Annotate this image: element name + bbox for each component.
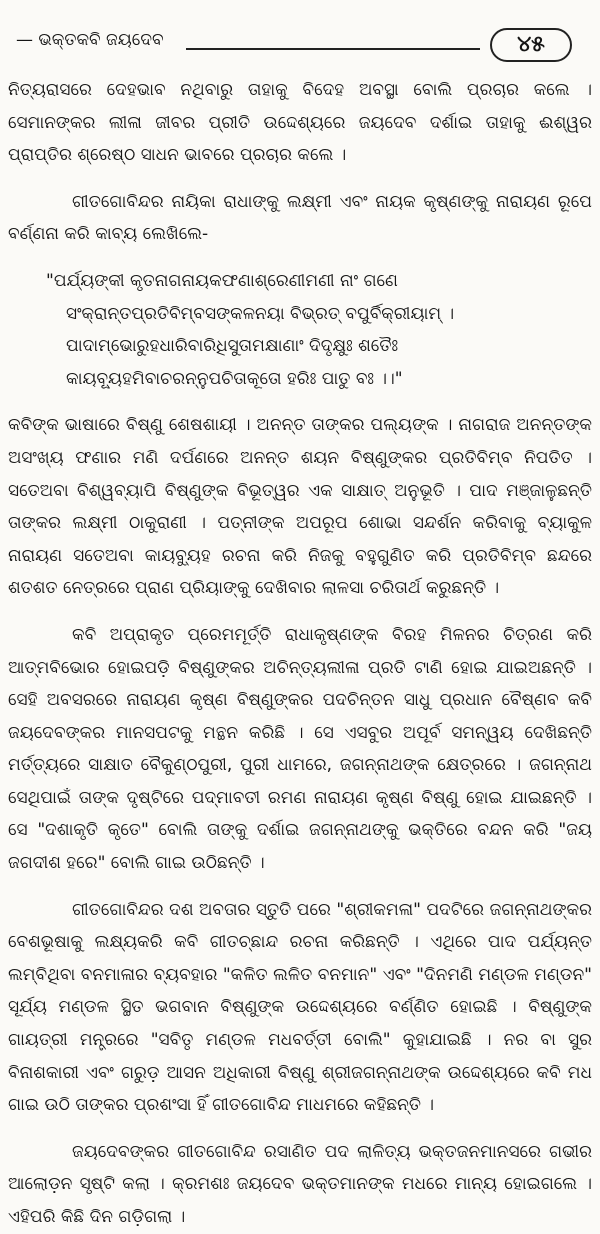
verse-line-4: କାୟବ୍ୟୂହମିବାଚରନ୍ନୁପଚିତାକୂତୋ ହରିଃ ପାତୁ ବଃ ।।" xyxy=(66,368,403,389)
page-body xyxy=(8,74,592,1234)
sanskrit-verse xyxy=(8,265,592,395)
header-rule xyxy=(186,48,480,50)
running-head: — ଭକ୍ତକବି ଜୟଦେବ xyxy=(16,30,164,50)
page-number: ୪୫ xyxy=(490,28,572,62)
paragraph-2: ଗୀତଗୋବିନ୍ଦର ନାୟିକା ରାଧାଙ୍କୁ ଲକ୍ଷ୍ମୀ ଏବଂ ନାୟକ କୃଷ୍ଣଙ୍କୁ ନାରାୟଣ ରୂପେ ବର୍ଣ୍ଣନା କରି କାବ୍ୟ ଲେଖିଲେ- xyxy=(8,191,592,245)
paragraph-5: ଗୀତଗୋବିନ୍ଦର ଦଶ ଅବତାର ସ୍ତୁତି ପରେ "ଶ୍ରୀକମଳା" ପଦଟିରେ ଜଗନ୍ନାଥଙ୍କର ବେଶଭୂଷାକୁ ଲକ୍ଷ୍ୟକରି କବି ଗୀତଚ୍ଛାନ୍ଦ ରଚନା କରିଛନ୍ତି । ଏଥିରେ ପାଦ ପର୍ଯ୍ୟନ୍ତ ଲମ୍ବିଥିବା ବନମାଳାର ବ୍ୟବହାର "କଳିତ ଲଳିତ ବନମାନ" ଏବଂ "ଦିନମଣି ମଣ୍ଡଳ ମଣ୍ଡନ" ସୂର୍ଯ୍ୟ ମଣ୍ଡଳ ସ୍ଥିତ ଭଗବାନ ବିଷ୍ଣୁଙ୍କ ଉଦ୍ଦେଶ୍ୟରେ ବର୍ଣ୍ଣିତ ହୋଇଛି । ବିଷ୍ଣୁଙ୍କ ଗାୟତ୍ରୀ ମନ୍ତ୍ରରେ "ସବିତୃ ମଣ୍ଡଳ ମଧବର୍ତ୍ତୀ ବୋଲି" କୁହାଯାଇଛି । ନର ବା ସୁର ବିନାଶକାରୀ ଏବଂ ଗରୁଡ଼ ଆସନ ଅଧିକାରୀ ବିଷ୍ଣୁ ଶ୍ରୀଜଗନ୍ନାଥଙ୍କ ଉଦ୍ଦେଶ୍ୟରେ କବି ମଧ ଗାଇ ଉଠି ତାଙ୍କର ପ୍ରଶଂସା ହିଁ ଗୀତଗୋବିନ୍ଦ ମାଧମରେ କହିଛନ୍ତି । xyxy=(8,899,592,1116)
paragraph-4: କବି ଅପ୍ରାକୃତ ପ୍ରେମମୂର୍ତ୍ତି ରାଧାକୃଷ୍ଣଙ୍କ ବିରହ ମିଳନର ଚିତ୍ରଣ କରି ଆତ୍ମବିଭୋର ହୋଇପଡ଼ି ବିଷ୍ଣୁଙ୍କର ଅଚିନ୍ତ୍ୟଲୀଳା ପ୍ରତି ଟାଣି ହୋଇ ଯାଇଅଛନ୍ତି । ସେହି ଅବସରରେ ନାରାୟଣ କୃଷ୍ଣ ବିଷ୍ଣୁଙ୍କର ପଦଚିନ୍ତନ ସାଧୁ ପ୍ରଧାନ ବୈଷ୍ଣବ କବି ଜୟଦେବଙ୍କର ମାନସପଟକୁ ମନ୍ଥନ କରିଛି । ସେ ଏସବୁର ଅପୂର୍ବ ସମନ୍ୱୟ ଦେଖିଛନ୍ତି ମର୍ତ୍ତ୍ୟରେ ସାକ୍ଷାତ ବୈକୁଣ୍ଠପୁରୀ, ପୁରୀ ଧାମରେ, ଜଗନ୍ନାଥଙ୍କ କ୍ଷେତ୍ରରେ । ଜଗନ୍ନାଥ ସେଥିପାଇଁ ତାଙ୍କ ଦୃଷ୍ଟିରେ ପଦ୍ମାବତୀ ରମଣ ନାରାୟଣ କୃଷ୍ଣ ବିଷ୍ଣୁ ହୋଇ ଯାଇଛନ୍ତି । ସେ "ଦଶାକୃତି କୃତେ" ବୋଲି ତାଙ୍କୁ ଦର୍ଶାଇ ଜଗନ୍ନାଥଙ୍କୁ ଭକ୍ତିରେ ବନ୍ଦନ କରି "ଜୟ ଜଗଦୀଶ ହରେ" ବୋଲି ଗାଇ ଉଠିଛନ୍ତି । xyxy=(8,624,592,874)
verse-line-1: "ପର୍ଯ୍ୟଙ୍କୀ କୃତନାଗନାୟକଫଣାଶ୍ରେଣୀମଣୀ ନାଂ ଗଣେ xyxy=(46,270,398,291)
page-header xyxy=(8,0,592,74)
verse-line-2: ସଂକ୍ରାନ୍ତପ୍ରତିବିମ୍ବସଙ୍କଳନୟା ବିଭ୍ରତ୍ ବପୁର୍ବିକ୍ରୀୟାମ୍ । xyxy=(66,303,455,324)
paragraph-6: ଜୟଦେବଙ୍କର ଗୀତଗୋବିନ୍ଦ ରସାଣିତ ପଦ ଲାଳିତ୍ୟ ଭକ୍ତଜନମାନସରେ ଗଭୀର ଆଲୋଡ଼ନ ସୃଷ୍ଟି କଲା । କ୍ରମଶଃ ଜୟଦେବ ଭକ୍ତମାନଙ୍କ ମଧରେ ମାନ୍ୟ ହୋଇଗଲେ । ଏହିପରି କିଛି ଦିନ ଗଡ଼ିଗଲା । xyxy=(8,1141,592,1227)
verse-line-3: ପାଦାମ୍ଭୋରୁହଧାରିବାରିଧିସୁତାମକ୍ଷାଣାଂ ଦିଦୃକ୍ଷୁଃ ଶତୈଃ xyxy=(66,336,399,357)
paragraph-3: କବିଙ୍କ ଭାଷାରେ ବିଷ୍ଣୁ ଶେଷଶାୟୀ । ଅନନ୍ତ ତାଙ୍କର ପଲ୍ୟଙ୍କ । ନାଗରାଜ ଅନନ୍ତଙ୍କ ଅସଂଖ୍ୟ ଫଣାର ମଣି ଦର୍ପଣରେ ଅନନ୍ତ ଶୟନ ବିଷ୍ଣୁଙ୍କର ପ୍ରତିବିମ୍ବ ନିପତିତ । ସତେଅବା ବିଶ୍ୱବ୍ୟାପି ବିଷ୍ଣୁଙ୍କ ବିଭୂତ୍ୱର ଏକ ସାକ୍ଷାତ୍ ଅନୁଭୂତି । ପାଦ ମଞ୍ଜାଳୁଛନ୍ତି ତାଙ୍କର ଲକ୍ଷ୍ମୀ ଠାକୁରାଣୀ । ପତ୍ନୀଙ୍କ ଅପରୂପ ଶୋଭା ସନ୍ଦର୍ଶନ କରିବାକୁ ବ୍ୟାକୁଳ ନାରାୟଣ ସତେଅବା କାୟବ୍ୟୁହ ରଚନା କରି ନିଜକୁ ବହୁଗୁଣିତ କରି ପ୍ରତିବିମ୍ବ ଛନ୍ଦରେ ଶତଶତ ନେତ୍ରରେ ପ୍ରାଣ ପ୍ରିୟାଙ୍କୁ ଦେଖିବାର ଲାଳସା ଚରିତାର୍ଥ କରୁଛନ୍ତି । xyxy=(8,415,592,599)
paragraph-1: ନିତ୍ୟରାସରେ ଦେହଭାବ ନଥିବାରୁ ତାହାକୁ ବିଦେହ ଅବସ୍ଥା ବୋଲି ପ୍ରଚାର କଲେ । ସେମାନଙ୍କର ଲୀଳା ଜୀବର ପ୍ରୀତି ଉଦ୍ଦେଶ୍ୟରେ ଜୟଦେବ ଦର୍ଶାଇ ତାହାକୁ ଈଶ୍ୱର ପ୍ରାପ୍ତିର ଶ୍ରେଷ୍ଠ ସାଧନ ଭାବରେ ପ୍ରଚାର କଲେ । xyxy=(8,80,592,166)
